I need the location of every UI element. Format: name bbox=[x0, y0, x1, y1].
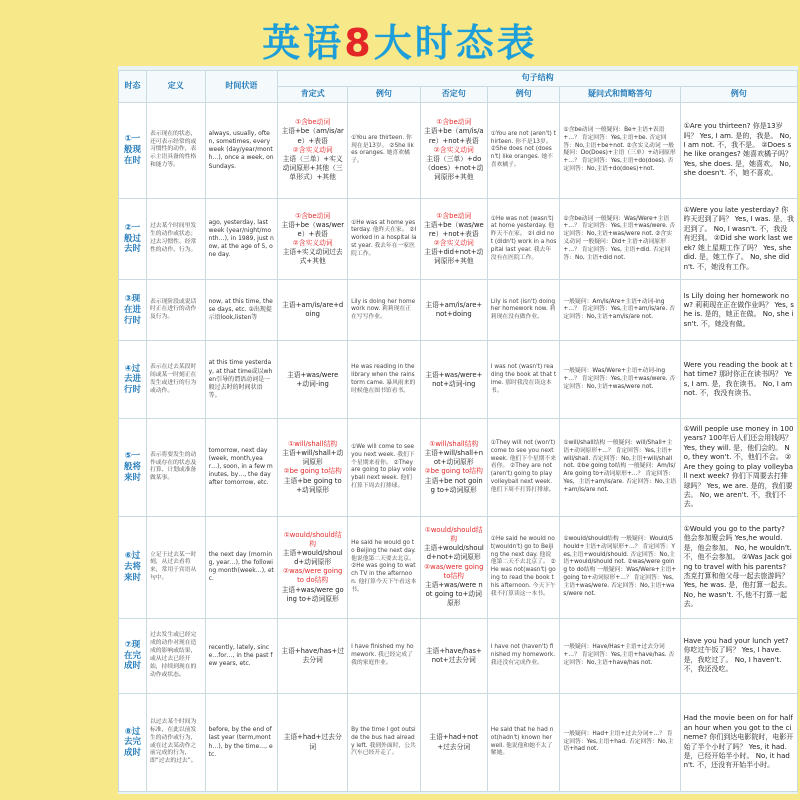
tense-name: ⑧过去完成时 bbox=[119, 694, 147, 792]
affirmative-example: ①He was at home yesterday. 他昨天在家。 ②I worked in a hospital last year. 我去年在一家医院工作。 bbox=[348, 198, 421, 280]
question-example: Is Lily doing her homework now? 莉莉现在正在做作业吗？ Yes, she is. 是的，她正在做。 No, she isn't. 不，她没有做。 bbox=[680, 280, 797, 341]
affirmative-example: By the time I got outside the bus had already left. 我到外面时，公共汽车已经开走了。 bbox=[348, 694, 421, 792]
affirmative-example: ①We will come to see you next week. 我们下个星期来看你。 ②They are going to play volleyball next week. 他们打算下周去打排球。 bbox=[348, 418, 421, 516]
question-form: 一般疑问：Had+主语+过去分词+…？ 肯定回答：Yes,主语+had. 否定回答：No,主语+had not. bbox=[560, 694, 680, 792]
affirmative-form-line: 主语+be（am/is/are）+表语 bbox=[281, 127, 344, 145]
affirmative-form-line: ①will/shall结构 bbox=[288, 439, 338, 448]
affirmative-form-line: 主语+am/is/are+doing bbox=[282, 301, 344, 319]
affirmative-example: Lily is doing her homework now. 莉莉现在正在写写作业。 bbox=[348, 280, 421, 341]
time-adverbs: ago, yesterday, last week (year/night/month…), in 1989, just now, at the age of 5, one day. bbox=[205, 198, 278, 280]
affirmative-form-line: 主语+was/were going to+动词原形 bbox=[281, 585, 344, 603]
tense-definition: 表示将要发生的动作或存在的状态及打算、计划或准备做某事。 bbox=[146, 418, 205, 516]
negative-form-line: ②含实义动词 bbox=[433, 145, 474, 154]
negative-example: ①You are not (aren't) thirteen. 你不是13岁。 ②She does not (doesn't) like oranges. 她不喜欢橘子。 bbox=[487, 103, 560, 199]
affirmative-form bbox=[278, 516, 348, 618]
table-row bbox=[119, 694, 798, 792]
affirmative-example: ①You are thirteen. 你现在是13岁。 ②She likes oranges. 她喜欢橘子。 bbox=[348, 103, 421, 199]
header-structure: 句子结构 bbox=[278, 71, 798, 87]
table-row bbox=[119, 103, 798, 199]
affirmative-form bbox=[278, 618, 348, 693]
negative-form bbox=[420, 418, 487, 516]
negative-example: I was not (wasn't) reading the book at that time. 那时我没在读这本书。 bbox=[487, 341, 560, 418]
negative-example: ①He said he would not(wouldn't) go to Beijing the next day. 他说他第二天不去北京了。 ②He was not(wasn't) going to read the book this afternoon. 今天下午我不打算读这一本书。 bbox=[487, 516, 560, 618]
negative-form-line: ①would/should结构 bbox=[424, 525, 483, 544]
negative-form-line: ①含be动词 bbox=[436, 118, 472, 127]
negative-example: ①He was not (wasn't) at home yesterday. 他昨天不在家。 ②I did not (didn't) work in a hospital last year. 我去年没有在医院工作。 bbox=[487, 198, 560, 280]
question-form: 一般疑问：Was/Were+主语+动词-ing+…？ 肯定回答：Yes,主语+was/were. 否定回答：No,主语+was/were not. bbox=[560, 341, 680, 418]
negative-form-line: ②was/were going to结构 bbox=[424, 562, 484, 580]
time-adverbs: recently, lately, since…for…, in the past few years, etc. bbox=[205, 618, 278, 693]
header-adverbs: 时间状语 bbox=[205, 71, 278, 103]
negative-form bbox=[420, 694, 487, 792]
time-adverbs: tomorrow, next day(week, month,year…), soon, in a few minutes, by…, the day after tomorrow, etc. bbox=[205, 418, 278, 516]
negative-form-line: ①含be动词 bbox=[436, 211, 472, 220]
affirmative-form-line: 主语+was/were+动词-ing bbox=[286, 370, 339, 388]
negative-form-line: ②含实义动词 bbox=[433, 239, 474, 248]
affirmative-form-line: 主语+will/shall+动词原形 bbox=[282, 449, 344, 467]
negative-form-line: 主语+have/has+not+过去分词 bbox=[425, 646, 482, 664]
affirmative-form-line: ①含be动词 bbox=[295, 118, 331, 127]
table-row bbox=[119, 280, 798, 341]
affirmative-form bbox=[278, 694, 348, 792]
negative-form bbox=[420, 280, 487, 341]
question-example: Had the movie been on for half an hour when you got to the cineme? 你们到达电影院时，电影开始了半个小时了吗？ Yes, it had. 是，已经开始半小时。 No, it hadn't. 不，还没有开始半小时。 bbox=[680, 694, 797, 792]
negative-example: He said that he had not(hadn't) known her well. 他说他和她不太了解她。 bbox=[487, 694, 560, 792]
negative-form-line: 主语+did+not+动词原形+其他 bbox=[424, 248, 484, 266]
affirmative-form-line: 主语+实义动词过去式+其他 bbox=[282, 248, 343, 266]
negative-form bbox=[420, 618, 487, 693]
affirmative-example: He was reading in the library when the rainstorm came. 暴风雨来的时候他在图书馆看书。 bbox=[348, 341, 421, 418]
tense-name: ⑦现在完成时 bbox=[119, 618, 147, 693]
tense-definition: 立足于过去某一时刻，从过去看将来，常用于宾语从句中。 bbox=[146, 516, 205, 618]
tense-name: ⑥过去将来时 bbox=[119, 516, 147, 618]
question-form: 一般疑问：Am/Is/Are+主语+动词-ing+…？ 肯定回答：Yes,主语+am/is/are. 否定回答：No,主语+am/is/are not. bbox=[560, 280, 680, 341]
header-affirmative: 肯定式 bbox=[278, 87, 348, 103]
time-adverbs: now, at this time, these days, etc. ②出现提示语look,listen等 bbox=[205, 280, 278, 341]
affirmative-form-line: 主语+would/should+动词原形 bbox=[282, 548, 343, 567]
tense-name: ①一般现在时 bbox=[119, 103, 147, 199]
negative-form bbox=[420, 516, 487, 618]
affirmative-form bbox=[278, 341, 348, 418]
question-form: ①will/shall结构 一般疑问：will/Shall+主语+动词原形+…？ 肯定回答：Yes,主语+will/shall. 否定回答：No,主语+will/shall not. ②be going to结构 一般疑问：Am/Is/Are going to+动词原形+…？ 肯定回答：Yes，主语+am/is/are. 否定回答：No,主语+am/is/are not. bbox=[560, 418, 680, 516]
time-adverbs: the next day (morning, year…), the following month(week…), etc. bbox=[205, 516, 278, 618]
time-adverbs: before, by the end of last year (term,month…), by the time…, etc. bbox=[205, 694, 278, 792]
question-form: 一般疑问：Have/Has+主语+过去分词+…？ 肯定回答：Yes,主语+have/has. 否定回答：No,主语+have/has not. bbox=[560, 618, 680, 693]
negative-form-line: 主语+be（am/is/are）+not+表语 bbox=[423, 127, 484, 145]
tense-definition: 过去某个时间里发生的动作或状态；过去习惯性、经常性的动作、行为。 bbox=[146, 198, 205, 280]
question-form: ①含be动词 一般疑问：Be+主语+表语+…？ 肯定回答：Yes,主语+be. 否定回答：No,主语+be+not. ②含实义动词 一般疑问：Do(Does)+主语（三单）+动词原形+…？ 肯定回答：Yes,主语+do(does). 否定回答：No,主语+do(does)+not. bbox=[560, 103, 680, 199]
affirmative-form-line: ②含实义动词 bbox=[292, 239, 333, 248]
time-adverbs: always, usually, often, sometimes, every week (day/year/month…), once a week, on Sundays. bbox=[205, 103, 278, 199]
tense-definition: 过去发生或已经完成的动作对现在造成的影响或结果，或从过去已经开始，持续到现在的动作或状态。 bbox=[146, 618, 205, 693]
header-question: 疑问式和简略答句 bbox=[560, 87, 680, 103]
question-example: Were you reading the book at that time? 那时你正在读书吗？ Yes, I am. 是，我在读书。 No, I am not. 不，我没有读书。 bbox=[680, 341, 797, 418]
table-row bbox=[119, 618, 798, 693]
negative-form-line: ①will/shall结构 bbox=[429, 439, 479, 448]
negative-example: I have not (haven't) finished my homework. 我还没有完成作业。 bbox=[487, 618, 560, 693]
header-example-2: 例句 bbox=[487, 87, 560, 103]
negative-form bbox=[420, 103, 487, 199]
affirmative-form bbox=[278, 418, 348, 516]
header-definition: 定义 bbox=[146, 71, 205, 103]
negative-form-line: 主语+be not going to+动词原形 bbox=[424, 476, 483, 494]
header-negative: 否定句 bbox=[420, 87, 487, 103]
tense-table bbox=[118, 70, 798, 792]
question-example: ①Were you late yesterday? 你昨天迟到了吗？ Yes, I was. 是，我迟到了。 No, I wasn't. 不，我没有迟到。 ②Did she work last week? 她上星期工作了吗？ Yes, she did. 是，她工作了。 No, she didn't. 不，她没有工作。 bbox=[680, 198, 797, 280]
question-example: ①Will people use money in 100 years? 100年后人们还会用钱吗？ Yes, they will. 是，他们会的。 No, they won't. 不，他们不会。 ②Are they going to play volleyball next week? 你们下周要去打排球吗？ Yes, we are. 是的，我们要去。 No, we aren't. 不，我们不去。 bbox=[680, 418, 797, 516]
negative-form-line: 主语+had+not+过去分词 bbox=[429, 733, 479, 751]
tense-name: ②一般过去时 bbox=[119, 198, 147, 280]
negative-form bbox=[420, 198, 487, 280]
affirmative-form-line: 主语+had+过去分词 bbox=[283, 733, 342, 751]
question-example: ①Are you thirteen? 你是13岁吗？ Yes, I am. 是的，我是。 No, I am not. 不，我不是。 ②Does she like oranges? 她喜欢橘子吗？ Yes, she does. 是，她喜欢。 No, she doesn't. 不，她不喜欢。 bbox=[680, 103, 797, 199]
tense-definition: 表示现在的状态，还可表示经常的或习惯性的动作，表示主语具备的性格和能力等。 bbox=[146, 103, 205, 199]
negative-form-line: 主语+was/were not going to+动词原形 bbox=[424, 580, 483, 608]
affirmative-form bbox=[278, 103, 348, 199]
tense-name: ③现在进行时 bbox=[119, 280, 147, 341]
negative-form-line: 主语+be（was/were）+not+表语 bbox=[423, 220, 484, 238]
question-form: ①would/should结构 一般疑问：Would/Should+主语+动词原形+…？ 肯定回答：Yes,主语+would/should. 否定回答：No,主语+would/should not. ②was/were going to do结构 一般疑问：Was/Were+主语+going to+动词原形+…？ 肯定回答：Yes,主语+was/were. 否定回答：No,主语+was/were not. bbox=[560, 516, 680, 618]
header-example-1: 例句 bbox=[348, 87, 421, 103]
affirmative-form-line: ①含be动词 bbox=[295, 211, 331, 220]
negative-example: Lily is not (isn't) doing her homework now. 莉莉现在没有做作业。 bbox=[487, 280, 560, 341]
affirmative-form-line: 主语（三单）+实义动词原形+其他（三单形式）+其他 bbox=[282, 154, 343, 182]
affirmative-example: He said he would go to Beijing the next day. 他说他第二天要去北京。 ②He was going to watch TV in the afternoon. 他打算今天下午看这本书。 bbox=[348, 516, 421, 618]
tense-name: ④过去进行时 bbox=[119, 341, 147, 418]
tense-definition: 表示现阶段或说话时正在进行的动作及行为。 bbox=[146, 280, 205, 341]
affirmative-form-line: ②含实义动词 bbox=[292, 145, 333, 154]
negative-form-line: 主语（三单）+do（does）+not+动词原形+其他 bbox=[424, 154, 484, 182]
page-title: 英语8大时态表 bbox=[262, 21, 538, 65]
tense-name: ⑤一般将来时 bbox=[119, 418, 147, 516]
question-form: ①含be动词 一般疑问：Was/Were+主语+…？ 肯定回答：Yes,主语+was/were. 否定回答：No,主语+was/were not. ②含实义动词 一般疑问：Did+主语+动词原形+…？ 肯定回答：Yes, 主语+did. 否定回答：No, 主语+did not. bbox=[560, 198, 680, 280]
table-row bbox=[119, 418, 798, 516]
question-example: Have you had your lunch yet? 你吃过午饭了吗？ Yes, I have. 是，我吃过了。 No, I haven't. 不，我还没吃。 bbox=[680, 618, 797, 693]
tense-definition: 以过去某个时间为标准，在此以前发生的动作或行为，或在过去某动作之前完成的行为，即“过去的过去”。 bbox=[146, 694, 205, 792]
affirmative-form-line: 主语+be（was/were）+表语 bbox=[281, 220, 345, 238]
time-adverbs: at this time yesterday, at that time或以when引导的谓语动词是一般过去时的时间状语等。 bbox=[205, 341, 278, 418]
affirmative-form-line: ①would/should结构 bbox=[283, 530, 342, 548]
affirmative-form-line: ②be going to结构 bbox=[283, 467, 342, 476]
header-example-3: 例句 bbox=[680, 87, 797, 103]
negative-form bbox=[420, 341, 487, 418]
affirmative-example: I have finished my homework. 我已经完成了我的家庭作业。 bbox=[348, 618, 421, 693]
table-row bbox=[119, 516, 798, 618]
negative-form-line: 主语+will/shall+not+动词原形 bbox=[424, 449, 484, 467]
table-row bbox=[119, 341, 798, 418]
question-example: ①Would you go to the party? 他会参加聚会吗 Yes,he would. 是，他会参加。 No, he wouldn't. 不，他不会参加。 ②Was Jack going to travel with his parents? 杰克打算和他父母一起去旅游吗？ Yes, he was. 是，他打算一起去。 No, he wasn't. 不,他不打算一起去。 bbox=[680, 516, 797, 618]
affirmative-form bbox=[278, 198, 348, 280]
negative-example: ①They will not (won't) come to see you next week. 他们下个星期不来看你。 ②They are not (aren't) going to play volleyball next week. 他们下周不打算打排球。 bbox=[487, 418, 560, 516]
header-tense: 时态 bbox=[119, 71, 147, 103]
affirmative-form-line: 主语+be going to+动词原形 bbox=[283, 476, 342, 494]
negative-form-line: 主语+was/were+not+动词-ing bbox=[425, 370, 483, 388]
affirmative-form-line: ②was/were going to do结构 bbox=[282, 567, 343, 585]
affirmative-form-line: 主语+have/has+过去分词 bbox=[281, 646, 345, 664]
table-row bbox=[119, 198, 798, 280]
tense-definition: 表示在过去某段时间或某一时刻正在发生或进行的行为或动作。 bbox=[146, 341, 205, 418]
negative-form-line: 主语+am/is/are+not+doing bbox=[425, 301, 483, 319]
negative-form-line: ②be going to结构 bbox=[424, 467, 483, 476]
affirmative-form bbox=[278, 280, 348, 341]
negative-form-line: 主语+would/should+not+动词原形 bbox=[423, 544, 484, 562]
